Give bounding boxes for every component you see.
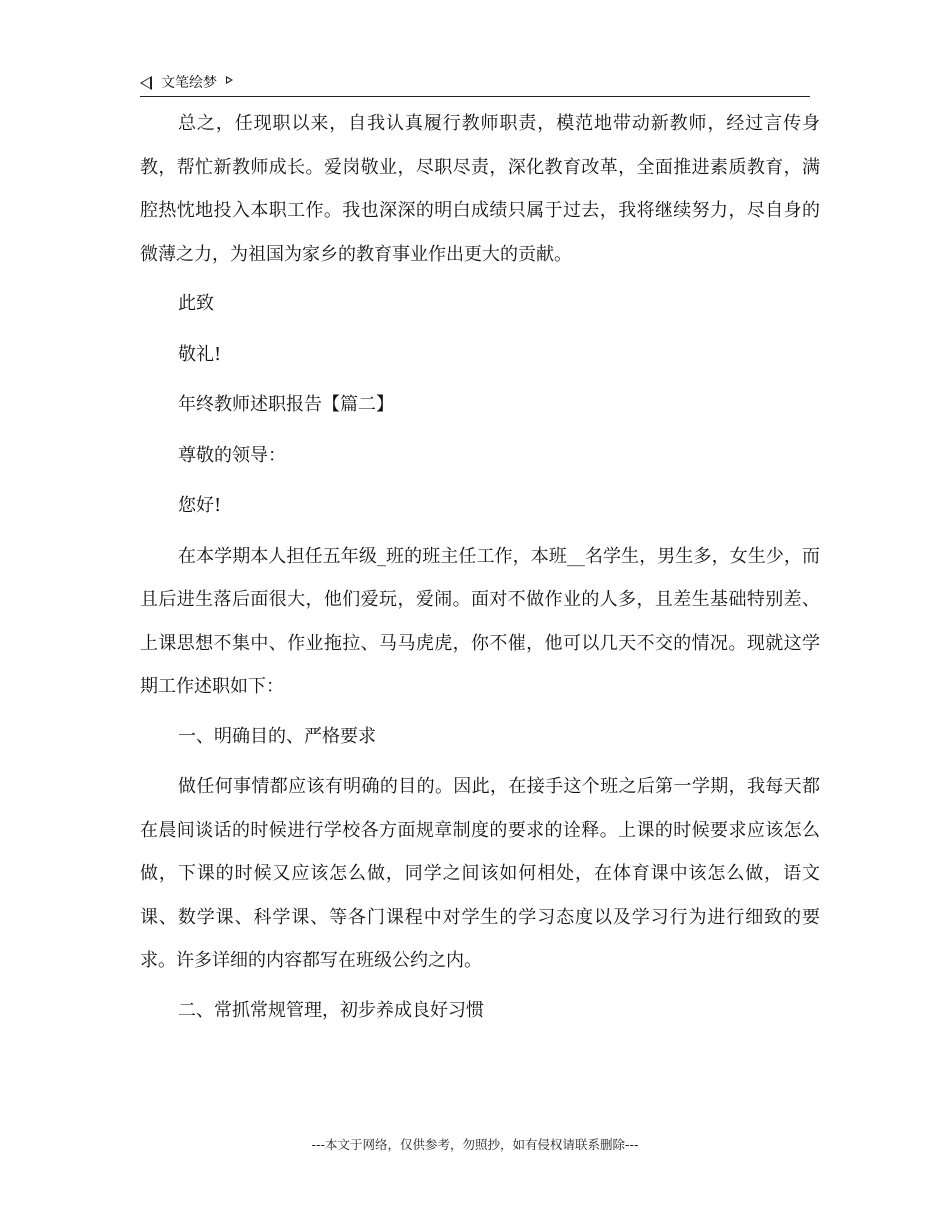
paragraph-salutation-cizhi: 此致 <box>178 293 214 314</box>
triangle-right-icon <box>226 76 233 84</box>
paragraph-introduction: 在本学期本人担任五年级_班的班主任工作，本班__名学生，男生多，女生少，而且后进生落后面很大，他们爱玩，爱闹。面对不做作业的人多，且差生基础特别差、上课思想不集中、作业拖拉、马马虎虎，你不催，他可以几天不交的情况。现就这学期工作述职如下： <box>140 545 820 697</box>
paragraph-greeting-hello: 您好! <box>178 495 222 516</box>
footer-notice: ---本文于网络，仅供参考，勿照抄，如有侵权请联系删除--- <box>311 1137 639 1152</box>
heading-one: 一、明确目的、严格要求 <box>178 725 376 747</box>
triangle-left-icon <box>140 76 152 90</box>
document-body <box>140 102 820 1039</box>
section-title: 年终教师述职报告【篇二】 <box>178 394 394 415</box>
paragraph-goals: 做任何事情都应该有明确的目的。因此，在接手这个班之后第一学期，我每天都在晨间谈话的时候进行学校各方面规章制度的要求的诠释。上课的时候要求应该怎么做，下课的时候又应该怎么做，同学之间该如何相处，在体育课中该怎么做，语文课、数学课、科学课、等各门课程中对学生的学习态度以及学习行为进行细致的要求。许多详细的内容都写在班级公约之内。 <box>140 776 820 971</box>
paragraph-conclusion: 总之，任现职以来，自我认真履行教师职责，模范地带动新教师，经过言传身教，帮忙新教师成长。爱岗敬业，尽职尽责，深化教育改革，全面推进素质教育，满腔热忱地投入本职工作。我也深深的明白成绩只属于过去，我将继续努力，尽自身的微薄之力，为祖国为家乡的教育事业作出更大的贡献。 <box>140 113 820 265</box>
heading-two: 二、常抓常规管理，初步养成良好习惯 <box>178 999 484 1021</box>
paragraph-salutation-jingli: 敬礼! <box>178 343 222 365</box>
paragraph-greeting-leader: 尊敬的领导： <box>178 444 286 466</box>
header-title: 文笔绘梦 <box>161 75 217 91</box>
page-header <box>140 70 810 97</box>
